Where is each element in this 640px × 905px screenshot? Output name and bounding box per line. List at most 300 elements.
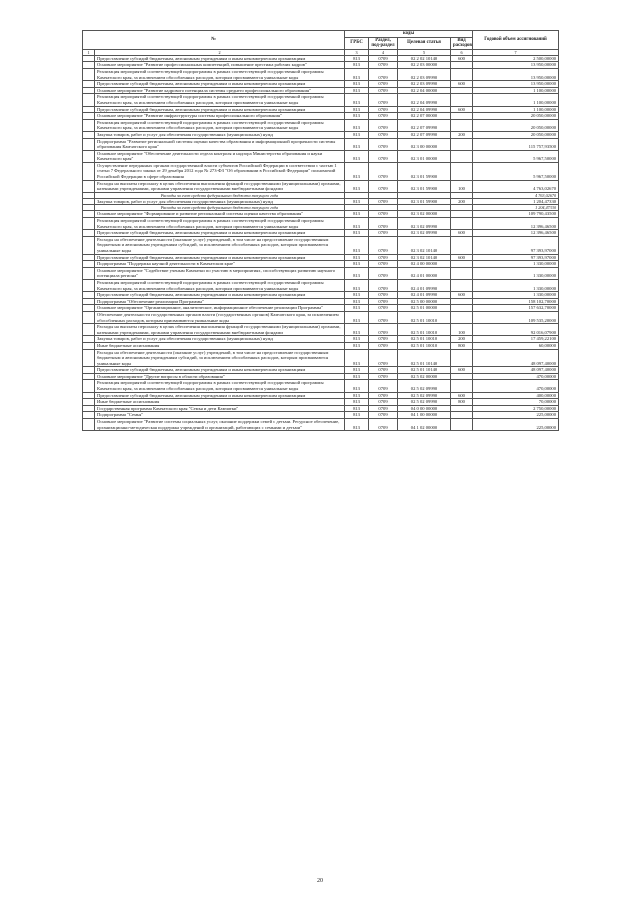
cell-index (83, 113, 95, 120)
cell-name: Основное мероприятие "Развитие кадрового потенциала системы среднего профессионального образования" (95, 87, 345, 94)
cell-sum: 1 330,00000 (473, 292, 559, 299)
cell-sum: 48 097,40000 (473, 367, 559, 374)
cell-target-article: 02 3 01 59900 (398, 180, 451, 192)
table-row (83, 298, 559, 305)
cell-sum: 115 757,93500 (473, 138, 559, 150)
table-row (83, 138, 559, 150)
cell-name: Закупка товаров, работ и услуг для обеспечения государственных (муниципальных) нужд (95, 131, 345, 138)
cell-grbs: 813 (345, 150, 369, 162)
cell-grbs: 813 (345, 81, 369, 88)
cell-razdel: 0709 (369, 311, 398, 323)
cell-name: Предоставление субсидий бюджетным, автономным учреждениям и иным некоммерческим организациям (95, 392, 345, 399)
cell-target-article: 02 5 02 09990 (398, 380, 451, 392)
cell-expense-type: 600 (451, 367, 473, 374)
table-row (83, 87, 559, 94)
cell-index (83, 68, 95, 80)
cell-sum: 1 100,00000 (473, 87, 559, 94)
cell-sum: 12 396,46500 (473, 218, 559, 230)
cell-index (83, 367, 95, 374)
cell-index (83, 342, 95, 349)
cell-name: Подпрограмма "Семья" (95, 412, 345, 419)
cell-target-article: 02 2 04 09990 (398, 106, 451, 113)
cell-index (83, 211, 95, 218)
cell-razdel: 0709 (369, 150, 398, 162)
table-row (83, 106, 559, 113)
cell-name: Предоставление субсидий бюджетным, автономным учреждениям и иным некоммерческим организациям (95, 254, 345, 261)
cell-sum: 92 016,07900 (473, 324, 559, 336)
cell-name: Реализация мероприятий соответствующей подпрограммы в рамках соответствующей государственной программы Камчатского края, за исключением обособленных расходов, которым присваиваются уникальные коды (95, 279, 345, 291)
cell-grbs: 813 (345, 305, 369, 312)
cell-razdel: 0709 (369, 211, 398, 218)
cell-expense-type: 600 (451, 392, 473, 399)
cell-name: Расходы за счет средств федерального бюджета текущего года (95, 192, 345, 198)
cell-index (83, 162, 95, 180)
cell-index (83, 87, 95, 94)
cell-expense-type: 200 (451, 198, 473, 205)
cell-razdel: 0709 (369, 106, 398, 113)
table-row (83, 412, 559, 419)
table-row (83, 81, 559, 88)
cell-grbs: 813 (345, 55, 369, 62)
cell-index (83, 405, 95, 412)
cell-index (83, 311, 95, 323)
cell-target-article: 02 2 03 09990 (398, 81, 451, 88)
cell-target-article: 02 4 00 00000 (398, 261, 451, 268)
table-row (83, 180, 559, 192)
table-row (83, 336, 559, 343)
cell-razdel: 0709 (369, 412, 398, 419)
cell-expense-type: 600 (451, 55, 473, 62)
cell-name: Реализация мероприятий соответствующей подпрограммы в рамках соответствующей государственной программы Камчатского края, за исключением обособленных расходов, которым присваиваются уникальные коды (95, 68, 345, 80)
cell-index (83, 138, 95, 150)
cell-target-article: 02 3 02 09990 (398, 230, 451, 237)
table-row (83, 55, 559, 62)
cell-index (83, 412, 95, 419)
cell-index (83, 399, 95, 406)
cell-expense-type (451, 94, 473, 106)
cell-grbs: 813 (345, 230, 369, 237)
cell-index (83, 236, 95, 254)
cell-target-article: 02 2 04 09990 (398, 94, 451, 106)
cell-target-article: 04 0 00 00000 (398, 405, 451, 412)
cell-grbs: 813 (345, 367, 369, 374)
cell-name: Реализация мероприятий соответствующей подпрограммы в рамках соответствующей государственной программы Камчатского края, за исключением обособленных расходов, которым присваиваются уникальные коды (95, 119, 345, 131)
cell-name: Осуществление переданных органам государственной власти субъектов Российской Федерации в соответствии с частью 1 статьи 7 Федерального закона от 29 декабря 2012 года № 273-ФЗ "Об образовании в Российской Федерации" полномочий Российской Федерации в сфере образования (95, 162, 345, 180)
cell-index (83, 419, 95, 431)
cell-sum: 13 950,00000 (473, 68, 559, 80)
table-body (83, 55, 559, 430)
cell-sum: 48 097,40000 (473, 349, 559, 367)
header-grbs: ГРБС (345, 37, 369, 49)
table-row (83, 267, 559, 279)
cell-target-article: 02 3 01 59900 (398, 162, 451, 180)
cell-razdel: 0709 (369, 236, 398, 254)
cell-expense-type (451, 113, 473, 120)
cell-index (83, 55, 95, 62)
cell-razdel: 0709 (369, 87, 398, 94)
cell-expense-type (451, 373, 473, 380)
cell-target-article: 02 3 00 00000 (398, 138, 451, 150)
cell-grbs: 813 (345, 106, 369, 113)
cell-razdel: 0709 (369, 324, 398, 336)
column-number: 6 (451, 49, 473, 55)
cell-expense-type (451, 419, 473, 431)
table-row (83, 392, 559, 399)
cell-index (83, 336, 95, 343)
cell-grbs: 813 (345, 218, 369, 230)
cell-name: Иные бюджетные ассигнования (95, 342, 345, 349)
table-row (83, 373, 559, 380)
cell-target-article: 02 2 07 00000 (398, 113, 451, 120)
cell-sum: 13 950,00000 (473, 81, 559, 88)
table-row (83, 380, 559, 392)
table-row (83, 349, 559, 367)
cell-name: Основное мероприятие "Обеспечение деятельности отдела контроля и надзора Министерства образования и науки Камчатского края" (95, 150, 345, 162)
cell-expense-type: 600 (451, 254, 473, 261)
cell-target-article: 02 5 01 10140 (398, 367, 451, 374)
cell-grbs: 813 (345, 236, 369, 254)
cell-grbs: 813 (345, 131, 369, 138)
cell-name: Основное мероприятие "Развитие профессиональных компетенций, повышение престижа рабочих кадров" (95, 62, 345, 69)
cell-index (83, 305, 95, 312)
cell-razdel: 0709 (369, 349, 398, 367)
cell-name: Подпрограмма "Обеспечение реализации Программы" (95, 298, 345, 305)
cell-razdel: 0709 (369, 380, 398, 392)
cell-sum: 5 967,50000 (473, 150, 559, 162)
table-row (83, 218, 559, 230)
cell-index (83, 392, 95, 399)
header-number: № (83, 31, 345, 50)
cell-target-article: 02 2 03 09990 (398, 68, 451, 80)
cell-razdel: 0709 (369, 218, 398, 230)
cell-target-article: 02 5 01 10010 (398, 311, 451, 323)
cell-razdel: 0709 (369, 119, 398, 131)
cell-grbs: 813 (345, 254, 369, 261)
table-row (83, 367, 559, 374)
cell-target-article: 04 1 02 00000 (398, 419, 451, 431)
cell-razdel: 0709 (369, 162, 398, 180)
cell-razdel: 0709 (369, 131, 398, 138)
cell-target-article: 02 2 04 00000 (398, 87, 451, 94)
cell-index (83, 81, 95, 88)
table-row (83, 113, 559, 120)
cell-grbs: 813 (345, 412, 369, 419)
cell-sum: 1 100,00000 (473, 94, 559, 106)
cell-sum: 1 330,00000 (473, 279, 559, 291)
cell-grbs: 813 (345, 342, 369, 349)
cell-sum: 1 330,00000 (473, 261, 559, 268)
cell-sum: 4 763,02670 (473, 180, 559, 192)
table-row (83, 254, 559, 261)
cell-name: Государственная программа Камчатского края "Семья и дети Камчатки" (95, 405, 345, 412)
cell-target-article: 02 5 01 00000 (398, 305, 451, 312)
cell-expense-type (451, 87, 473, 94)
cell-sum: 60,00000 (473, 342, 559, 349)
budget-table-page (82, 30, 558, 431)
cell-razdel: 0709 (369, 399, 398, 406)
cell-grbs: 813 (345, 380, 369, 392)
cell-name: Расходы на обеспечение деятельности (оказание услуг) учреждений, в том числе на предоставление государственным бюджетным и автономным учреждениям субсидий, за исключением обособленных расходов, которым присваиваются уникальные коды (95, 236, 345, 254)
table-row (83, 131, 559, 138)
cell-expense-type: 200 (451, 131, 473, 138)
table-row (83, 311, 559, 323)
cell-razdel: 0709 (369, 113, 398, 120)
cell-expense-type: 100 (451, 180, 473, 192)
cell-grbs: 813 (345, 419, 369, 431)
cell-expense-type: 800 (451, 399, 473, 406)
cell-target-article: 02 5 01 10010 (398, 342, 451, 349)
cell-expense-type: 100 (451, 324, 473, 336)
cell-target-article: 02 3 01 59900 (398, 198, 451, 205)
cell-expense-type (451, 267, 473, 279)
cell-razdel: 0709 (369, 367, 398, 374)
cell-sum: 1 204,47330 (473, 198, 559, 205)
cell-index (83, 349, 95, 367)
cell-grbs: 813 (345, 349, 369, 367)
cell-sum: 97 393,97000 (473, 254, 559, 261)
cell-name: Расходы на выплаты персоналу в целях обеспечения выполнения функций государственными (муниципальными) органами, казенными учреждениями, органами управления государственными внебюджетными фондами (95, 180, 345, 192)
cell-expense-type: 800 (451, 342, 473, 349)
table-row (83, 399, 559, 406)
cell-index (83, 380, 95, 392)
cell-expense-type (451, 298, 473, 305)
cell-razdel: 0709 (369, 405, 398, 412)
cell-sum: 470,00000 (473, 373, 559, 380)
cell-target-article: 02 4 01 09990 (398, 279, 451, 291)
cell-grbs: 813 (345, 279, 369, 291)
cell-index (83, 279, 95, 291)
cell-index (83, 292, 95, 299)
column-number: 7 (473, 49, 559, 55)
cell-razdel: 0709 (369, 373, 398, 380)
cell-sum: 12 396,46500 (473, 230, 559, 237)
cell-name: Расходы за счет средств федерального бюджета текущего года (95, 205, 345, 211)
cell-razdel: 0709 (369, 305, 398, 312)
cell-expense-type: 600 (451, 230, 473, 237)
table-row (83, 198, 559, 205)
cell-target-article: 02 3 02 10140 (398, 236, 451, 254)
cell-sum: 157 632,70000 (473, 305, 559, 312)
cell-razdel: 0709 (369, 336, 398, 343)
cell-target-article: 02 3 02 00000 (398, 211, 451, 218)
cell-expense-type (451, 349, 473, 367)
cell-sum: 20 050,00000 (473, 131, 559, 138)
cell-index (83, 94, 95, 106)
budget-table (82, 30, 559, 431)
cell-index (83, 254, 95, 261)
cell-name: Основное мероприятие "Развитие инфраструктуры системы профессионального образования" (95, 113, 345, 120)
cell-razdel: 0709 (369, 138, 398, 150)
cell-name: Предоставление субсидий бюджетным, автономным учреждениям и иным некоммерческим организациям (95, 292, 345, 299)
cell-index (83, 324, 95, 336)
table-row (83, 94, 559, 106)
cell-target-article: 02 2 02 10140 (398, 55, 451, 62)
cell-target-article: 02 5 01 10140 (398, 349, 451, 367)
table-row (83, 305, 559, 312)
cell-sum: 109 790,43500 (473, 211, 559, 218)
cell-razdel: 0709 (369, 94, 398, 106)
cell-grbs: 813 (345, 119, 369, 131)
cell-target-article: 02 4 01 00000 (398, 267, 451, 279)
cell-index (83, 230, 95, 237)
cell-razdel: 0709 (369, 62, 398, 69)
cell-index (83, 131, 95, 138)
cell-name: Подпрограмма "Поддержка научной деятельности в Камчатском крае" (95, 261, 345, 268)
cell-grbs: 813 (345, 198, 369, 205)
cell-name: Реализация мероприятий соответствующей подпрограммы в рамках соответствующей государственной программы Камчатского края, за исключением обособленных расходов, которым присваиваются уникальные коды (95, 218, 345, 230)
cell-name: Основное мероприятие "Развитие системы социальных услуг, оказание поддержки семей с детьми. Ресурсное обеспечение, организационно-методическая поддержка учреждений и организаций, работающих с семьями и детьми" (95, 419, 345, 431)
cell-grbs: 813 (345, 336, 369, 343)
cell-grbs: 813 (345, 162, 369, 180)
cell-target-article: 02 5 01 10010 (398, 336, 451, 343)
column-number: 2 (95, 49, 345, 55)
cell-expense-type (451, 412, 473, 419)
table-row (83, 419, 559, 431)
cell-grbs: 813 (345, 399, 369, 406)
cell-target-article: 02 5 02 00000 (398, 373, 451, 380)
table-row (83, 162, 559, 180)
header-codes: коды (345, 31, 473, 38)
table-row (83, 62, 559, 69)
cell-name: Подпрограмма "Развитие региональной системы оценки качества образования и информационной прозрачности системы образования Камчатского края" (95, 138, 345, 150)
cell-name: Предоставление субсидий бюджетным, автономным учреждениям и иным некоммерческим организациям (95, 367, 345, 374)
cell-name: Основное мероприятие "Содействие ученым Камчатки по участию в мероприятиях, способствующих развитию научного потенциала региона" (95, 267, 345, 279)
cell-name: Иные бюджетные ассигнования (95, 399, 345, 406)
column-number: 5 (398, 49, 451, 55)
cell-index (83, 62, 95, 69)
cell-target-article: 04 1 00 00000 (398, 412, 451, 419)
cell-sum: 109 535,20000 (473, 311, 559, 323)
cell-sum: 225,00000 (473, 419, 559, 431)
cell-expense-type (451, 380, 473, 392)
cell-grbs: 813 (345, 138, 369, 150)
cell-expense-type (451, 62, 473, 69)
cell-grbs: 813 (345, 113, 369, 120)
cell-sum: 470,00000 (473, 380, 559, 392)
header-annual-sum: Годовой объем ассигнований (473, 31, 559, 50)
column-number: 4 (369, 49, 398, 55)
cell-target-article: 02 3 02 09990 (398, 218, 451, 230)
cell-sum: 70,00000 (473, 399, 559, 406)
cell-grbs: 813 (345, 211, 369, 218)
cell-grbs: 813 (345, 180, 369, 192)
cell-sum: 97 393,97000 (473, 236, 559, 254)
cell-expense-type: 600 (451, 81, 473, 88)
cell-razdel: 0709 (369, 180, 398, 192)
cell-name: Реализация мероприятий соответствующей подпрограммы в рамках соответствующей государственной программы Камчатского края, за исключением обособленных расходов, которым присваиваются уникальные коды (95, 94, 345, 106)
column-number: 3 (345, 49, 369, 55)
cell-sum: 2 500,00000 (473, 55, 559, 62)
cell-name: Основное мероприятие "Организационное, аналитическое, информационное обеспечение реализации Программы" (95, 305, 345, 312)
cell-target-article: 02 3 02 10140 (398, 254, 451, 261)
table-row (83, 324, 559, 336)
cell-expense-type: 200 (451, 336, 473, 343)
cell-name: Предоставление субсидий бюджетным, автономным учреждениям и иным некоммерческим организациям (95, 55, 345, 62)
table-row (83, 292, 559, 299)
cell-index (83, 180, 95, 192)
cell-target-article: 02 5 01 10010 (398, 324, 451, 336)
cell-target-article: 02 5 00 00000 (398, 298, 451, 305)
cell-target-article: 02 3 01 00000 (398, 150, 451, 162)
table-row (83, 150, 559, 162)
cell-target-article: 02 5 02 09990 (398, 399, 451, 406)
cell-index (83, 119, 95, 131)
table-row (83, 230, 559, 237)
cell-sum: 1 100,00000 (473, 106, 559, 113)
cell-name: Расходы на выплаты персоналу в целях обеспечения выполнения функций государственными (муниципальными) органами, казенными учреждениями, органами управления государственными внебюджетными фондами (95, 324, 345, 336)
cell-sum: 225,00000 (473, 412, 559, 419)
cell-razdel: 0709 (369, 230, 398, 237)
header-expense-type: Вид расходов (451, 37, 473, 49)
cell-razdel: 0709 (369, 55, 398, 62)
cell-grbs: 813 (345, 267, 369, 279)
cell-razdel: 0709 (369, 279, 398, 291)
cell-grbs: 813 (345, 324, 369, 336)
cell-grbs: 813 (345, 68, 369, 80)
cell-target-article: 02 2 03 00000 (398, 62, 451, 69)
cell-expense-type (451, 236, 473, 254)
cell-sum: 13 950,00000 (473, 62, 559, 69)
cell-sum: 17 459,22100 (473, 336, 559, 343)
cell-expense-type (451, 119, 473, 131)
cell-expense-type (451, 311, 473, 323)
cell-index (83, 150, 95, 162)
cell-grbs: 813 (345, 261, 369, 268)
cell-index (83, 261, 95, 268)
cell-grbs: 813 (345, 292, 369, 299)
cell-name: Основное мероприятие "Формирование и развитие региональной системы оценки качества образования" (95, 211, 345, 218)
cell-grbs: 813 (345, 311, 369, 323)
cell-name: Основное мероприятие "Другие вопросы в области образования" (95, 373, 345, 380)
cell-razdel: 0709 (369, 254, 398, 261)
cell-razdel: 0709 (369, 267, 398, 279)
cell-expense-type (451, 305, 473, 312)
cell-grbs: 813 (345, 392, 369, 399)
cell-index (83, 373, 95, 380)
cell-expense-type: 600 (451, 106, 473, 113)
cell-expense-type (451, 405, 473, 412)
cell-expense-type (451, 150, 473, 162)
cell-expense-type (451, 138, 473, 150)
cell-name: Предоставление субсидий бюджетным, автономным учреждениям и иным некоммерческим организациям (95, 106, 345, 113)
cell-name: Предоставление субсидий бюджетным, автономным учреждениям и иным некоммерческим организациям (95, 230, 345, 237)
table-row (83, 261, 559, 268)
cell-target-article: 02 4 01 09990 (398, 292, 451, 299)
cell-razdel: 0709 (369, 392, 398, 399)
cell-sum: 1 204,47330 (473, 205, 559, 211)
cell-sum: 20 050,00000 (473, 119, 559, 131)
cell-razdel: 0709 (369, 198, 398, 205)
cell-name: Расходы на обеспечение деятельности (оказание услуг) учреждений, в том числе на предоставление государственным бюджетным и автономным учреждениям субсидий, за исключением обособленных расходов, которым присваиваются уникальные коды (95, 349, 345, 367)
cell-expense-type (451, 68, 473, 80)
cell-name: Обеспечение деятельности государственных органов власти (государственных органов) Камчатского края, за исключением обособленных расходов, которым присваиваются уникальные коды (95, 311, 345, 323)
cell-expense-type (451, 261, 473, 268)
cell-index (83, 198, 95, 205)
table-row (83, 211, 559, 218)
cell-name: Закупка товаров, работ и услуг для обеспечения государственных (муниципальных) нужд (95, 336, 345, 343)
table-row (83, 68, 559, 80)
cell-razdel: 0709 (369, 68, 398, 80)
cell-razdel: 0709 (369, 261, 398, 268)
cell-expense-type (451, 279, 473, 291)
cell-razdel: 0709 (369, 81, 398, 88)
cell-index (83, 218, 95, 230)
cell-razdel: 0709 (369, 292, 398, 299)
cell-expense-type (451, 162, 473, 180)
table-row (83, 342, 559, 349)
cell-target-article: 02 2 07 09990 (398, 119, 451, 131)
cell-sum: 1 330,00000 (473, 267, 559, 279)
